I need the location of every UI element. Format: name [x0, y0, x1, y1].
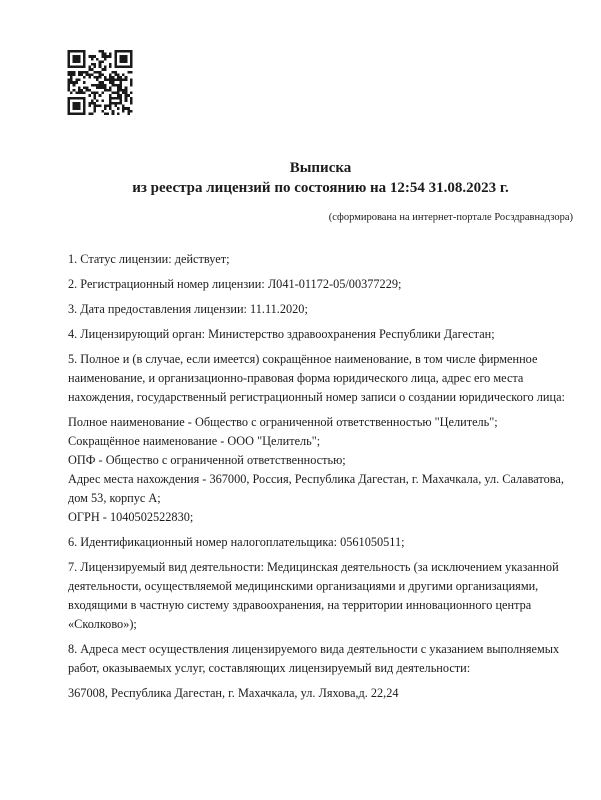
paragraph-line: дом 53, корпус А; [68, 491, 161, 505]
paragraph-line: 1. Статус лицензии: действует; [68, 252, 230, 266]
paragraph-line: входящими в частную систему здравоохранения, на территории инновационного центра [68, 598, 532, 612]
paragraph-line: 367008, Республика Дагестан, г. Махачкала, ул. Ляхова,д. 22,24 [68, 686, 399, 700]
paragraph-activity-type [68, 558, 573, 634]
document-title [68, 159, 573, 198]
paragraph-line: Полное наименование - Общество с ограниченной ответственностью "Целитель"; [68, 415, 498, 429]
paragraph-line: 8. Адреса мест осуществления лицензируемого вида деятельности с указанием выполняемых [68, 642, 560, 656]
paragraph-line: ОПФ - Общество с ограниченной ответственностью; [68, 453, 346, 467]
paragraph-license-status [68, 250, 573, 269]
paragraph-line: 5. Полное и (в случае, если имеется) сокращённое наименование, в том числе фирменное [68, 352, 538, 366]
paragraph-line: 6. Идентификационный номер налогоплательщика: 0561050511; [68, 535, 405, 549]
title-line-1: Выписка [289, 160, 352, 176]
paragraph-activity-address [68, 684, 573, 703]
paragraph-registration-number [68, 275, 573, 294]
paragraph-line: ОГРН - 1040502522830; [68, 510, 194, 524]
paragraph-inn [68, 533, 573, 552]
document-body [68, 250, 573, 703]
paragraph-line: деятельности, осуществляемой медицинскими организациями и другими организациями, [68, 579, 539, 593]
paragraph-line: 2. Регистрационный номер лицензии: Л041-01172-05/00377229; [68, 277, 402, 291]
paragraph-activity-addresses-heading [68, 640, 573, 678]
paragraph-line: нахождения, государственный регистрационный номер записи о создании юридического лица: [68, 390, 565, 404]
paragraph-licensing-authority [68, 325, 573, 344]
paragraph-grant-date [68, 300, 573, 319]
paragraph-line: Адрес места нахождения - 367000, Россия, Республика Дагестан, г. Махачкала, ул. Салаватова, [68, 472, 564, 486]
paragraph-line: 3. Дата предоставления лицензии: 11.11.2020; [68, 302, 308, 316]
title-line-2: из реестра лицензий по состоянию на 12:54 31.08.2023 г. [132, 179, 509, 196]
paragraph-line: 4. Лицензирующий орган: Министерство здравоохранения Республики Дагестан; [68, 327, 495, 341]
document-subtitle: (сформирована на интернет-портале Росздравнадзора) [328, 212, 573, 223]
paragraph-entity-heading [68, 350, 573, 407]
paragraph-entity-details [68, 413, 573, 527]
paragraph-line: работ, оказываемых услуг, составляющих лицензируемый вид деятельности: [68, 661, 471, 675]
paragraph-line: 7. Лицензируемый вид деятельности: Медицинская деятельность (за исключением указанной [68, 560, 559, 574]
paragraph-line: Сокращённое наименование - ООО "Целитель"; [68, 434, 321, 448]
document-content [0, 159, 601, 703]
paragraph-line: наименование, и организационно-правовая форма юридического лица, адрес его места [68, 371, 524, 385]
qr-code-icon [67, 50, 133, 115]
paragraph-line: «Сколково»); [68, 617, 137, 631]
